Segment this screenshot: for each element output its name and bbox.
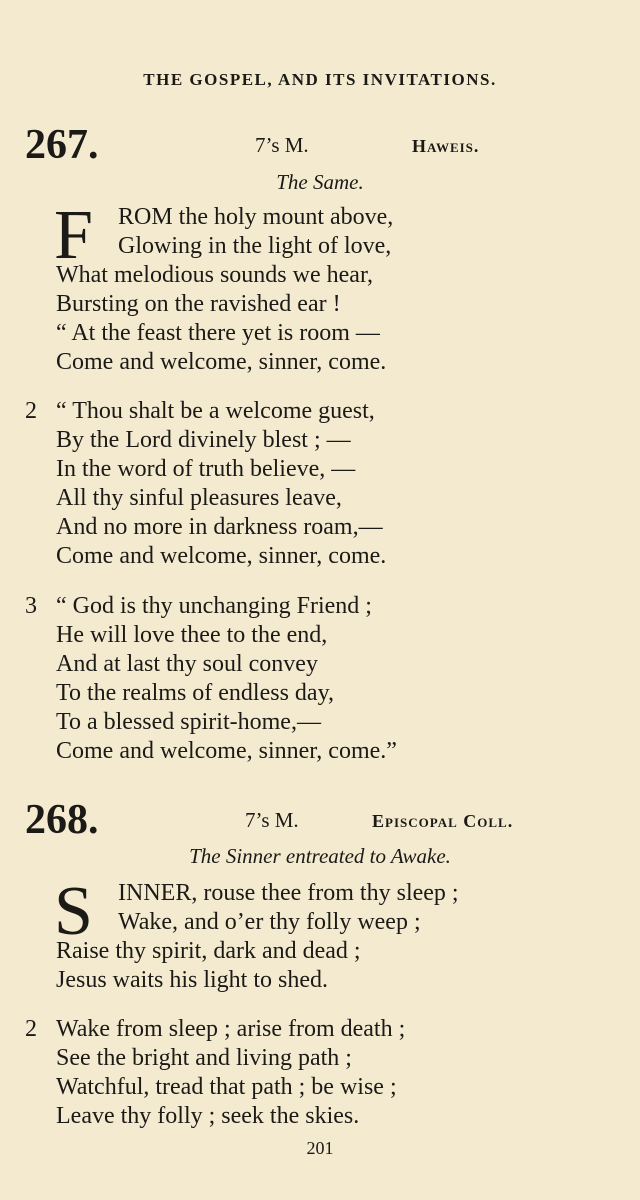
verse-line: Wake from sleep ; arise from death ; — [56, 1016, 406, 1042]
drop-cap: F — [54, 197, 93, 274]
verse-line: Glowing in the light of love, — [118, 233, 392, 259]
running-head: THE GOSPEL, AND ITS INVITATIONS. — [143, 70, 497, 89]
verse-line: Wake, and o’er thy folly weep ; — [118, 909, 421, 935]
verse-line: To the realms of endless day, — [56, 680, 335, 706]
hymn-number: 267. — [25, 122, 99, 168]
verse-line: INNER, rouse thee from thy sleep ; — [118, 880, 459, 906]
verse-line: Bursting on the ravished ear ! — [56, 291, 341, 317]
stanza-number: 2 — [25, 398, 37, 424]
hymn-number: 268. — [25, 797, 99, 843]
drop-cap: S — [54, 873, 93, 950]
verse-line: Leave thy folly ; seek the skies. — [56, 1103, 360, 1129]
hymn-267-header — [0, 120, 640, 170]
stanza-number: 3 — [25, 593, 37, 619]
verse-line: See the bright and living path ; — [56, 1045, 352, 1071]
verse-line: Come and welcome, sinner, come.” — [56, 738, 397, 764]
verse-line: “ Thou shalt be a welcome guest, — [56, 398, 375, 424]
hymn-subtitle: The Sinner entreated to Awake. — [189, 844, 451, 868]
hymn-author: Episcopal Coll. — [372, 811, 514, 831]
verse-line: Raise thy spirit, dark and dead ; — [56, 938, 361, 964]
verse-line: “ At the feast there yet is room — — [56, 320, 380, 346]
verse-line: Watchful, tread that path ; be wise ; — [56, 1074, 397, 1100]
verse-line: Come and welcome, sinner, come. — [56, 349, 387, 375]
verse-line: By the Lord divinely blest ; — — [56, 427, 351, 453]
hymn-meter: 7’s M. — [245, 808, 299, 832]
verse-line: He will love thee to the end, — [56, 622, 328, 648]
verse-line: Come and welcome, sinner, come. — [56, 543, 387, 569]
hymn-meter: 7’s M. — [255, 133, 309, 157]
verse-line: All thy sinful pleasures leave, — [56, 485, 342, 511]
page-number: 201 — [306, 1138, 334, 1158]
verse-line: What melodious sounds we hear, — [56, 262, 373, 288]
verse-line: In the word of truth believe, — — [56, 456, 356, 482]
verse-line: “ God is thy unchanging Friend ; — [56, 593, 372, 619]
hymn-subtitle: The Same. — [276, 170, 364, 194]
verse-line: To a blessed spirit-home,— — [56, 709, 321, 735]
verse-line: And at last thy soul convey — [56, 651, 318, 677]
verse-line: And no more in darkness roam,— — [56, 514, 383, 540]
hymn-268-header — [0, 795, 640, 845]
verse-line: Jesus waits his light to shed. — [56, 967, 329, 993]
verse-line: ROM the holy mount above, — [118, 204, 394, 230]
stanza-number: 2 — [25, 1016, 37, 1042]
hymn-author: Haweis. — [412, 136, 480, 156]
